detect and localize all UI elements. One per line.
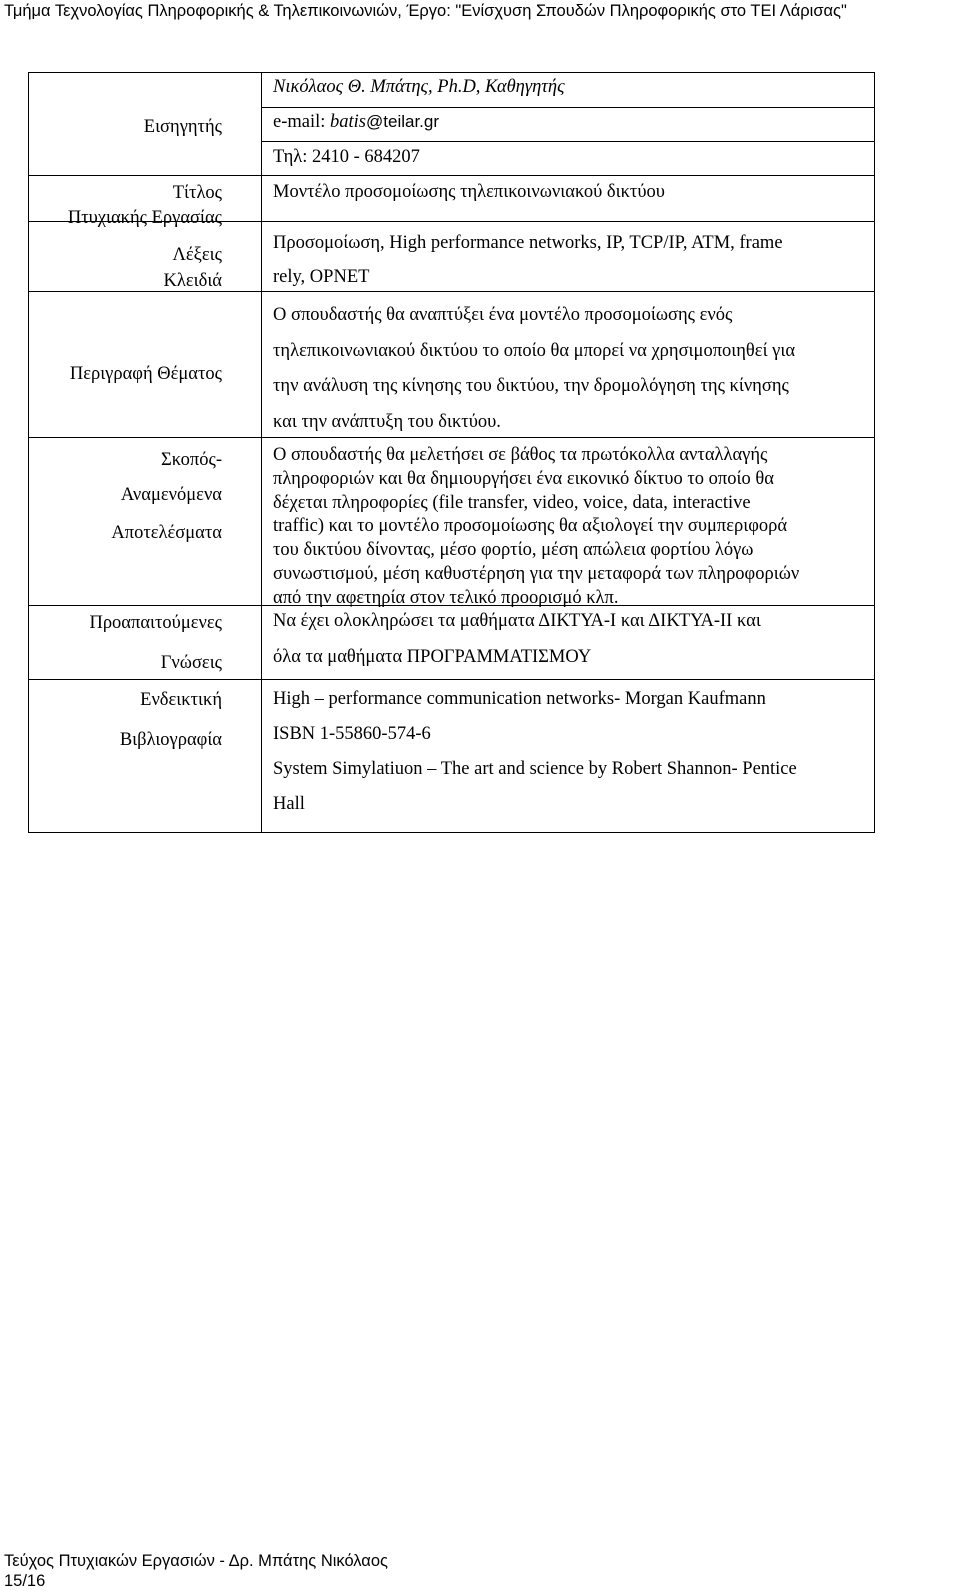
keywords-line-1: Προσομοίωση, High performance networks, IP, TCP/IP, ATM, frame [273, 233, 783, 253]
description-label: Περιγραφή Θέματος [69, 364, 222, 384]
bibliography-line: Hall [273, 794, 305, 814]
title-value: Μοντέλο προσομοίωσης τηλεπικοινωνιακού δικτύου [273, 182, 665, 202]
goals-line: πληροφοριών και θα δημιουργήσει ένα εικονικό δίκτυο το οποίο θα [273, 469, 774, 489]
supervisor-email: e-mail: batis@teilar.gr [273, 112, 440, 132]
prereq-line-2: όλα τα μαθήματα ΠΡΟΓΡΑΜΜΑΤΙΣΜΟΥ [273, 647, 592, 667]
goals-line: Ο σπουδαστής θα μελετήσει σε βάθος τα πρωτόκολλα ανταλλαγής [273, 445, 768, 465]
bibliography-line: High – performance communication networks- Morgan Kaufmann [273, 689, 766, 709]
goals-label-2: Αναμενόμενα [120, 485, 222, 505]
bibliography-line: System Simylatiuon – The art and science by Robert Shannon- Pentice [273, 759, 797, 779]
prereq-label-2: Γνώσεις [160, 653, 222, 673]
supervisor-label: Εισηγητής [143, 117, 222, 137]
bibliography-label-2: Βιβλιογραφία [119, 730, 222, 750]
supervisor-phone: Τηλ: 2410 - 684207 [273, 147, 420, 167]
goals-line: συνωστισμού, μέση καθυστέρηση για την μεταφορά των πληροφοριών [273, 564, 800, 584]
goals-label-1: Σκοπός- [160, 450, 222, 470]
prereq-line-1: Να έχει ολοκληρώσει τα μαθήματα ΔΙΚΤΥΑ-Ι και ΔΙΚΤΥΑ-ΙΙ και [273, 611, 761, 631]
page-header: Τμήμα Τεχνολογίας Πληροφορικής & Τηλεπικοινωνιών, Έργο: "Ενίσχυση Σπουδών Πληροφορικής στο ΤΕΙ Λάρισας" [4, 2, 847, 20]
goals-line: traffic) και το μοντέλο προσομοίωσης θα αξιολογεί την συμπεριφορά [273, 516, 788, 536]
footer-text: Τεύχος Πτυχιακών Εργασιών - Δρ. Μπάτης Νικόλαος [4, 1552, 388, 1570]
keywords-line-2: rely, OPNET [273, 267, 370, 287]
goals-label-3: Αποτελέσματα [111, 523, 222, 543]
description-line: και την ανάπτυξη του δικτύου. [273, 412, 501, 432]
keywords-label-2: Κλειδιά [163, 271, 222, 291]
bibliography-line: ISBN 1-55860-574-6 [273, 724, 431, 744]
supervisor-name: Νικόλαος Θ. Μπάτης, Ph.D, Καθηγητής [273, 77, 565, 97]
prereq-label-1: Προαπαιτούμενες [89, 613, 222, 633]
title-label-2: Πτυχιακής Εργασίας [67, 208, 222, 228]
goals-line: του δικτύου δίνοντας, μέσο φορτίο, μέση απώλεια φορτίου λόγω [273, 540, 754, 560]
title-label-1: Τίτλος [172, 183, 222, 203]
keywords-label-1: Λέξεις [172, 245, 222, 265]
description-line: τηλεπικοινωνιακού δικτύου το οποίο θα μπορεί να χρησιμοποιηθεί για [273, 341, 796, 361]
description-line: την ανάλυση της κίνησης του δικτύου, την δρομολόγηση της κίνησης [273, 376, 789, 396]
goals-line: δέχεται πληροφορίες (file transfer, video, voice, data, interactive [273, 493, 751, 513]
description-line: Ο σπουδαστής θα αναπτύξει ένα μοντέλο προσομοίωσης ενός [273, 305, 733, 325]
goals-line: από την αφετηρία στον τελικό προορισμό κλπ. [273, 588, 619, 608]
bibliography-label-1: Ενδεικτική [140, 690, 222, 710]
page-number: 15/16 [4, 1572, 46, 1590]
